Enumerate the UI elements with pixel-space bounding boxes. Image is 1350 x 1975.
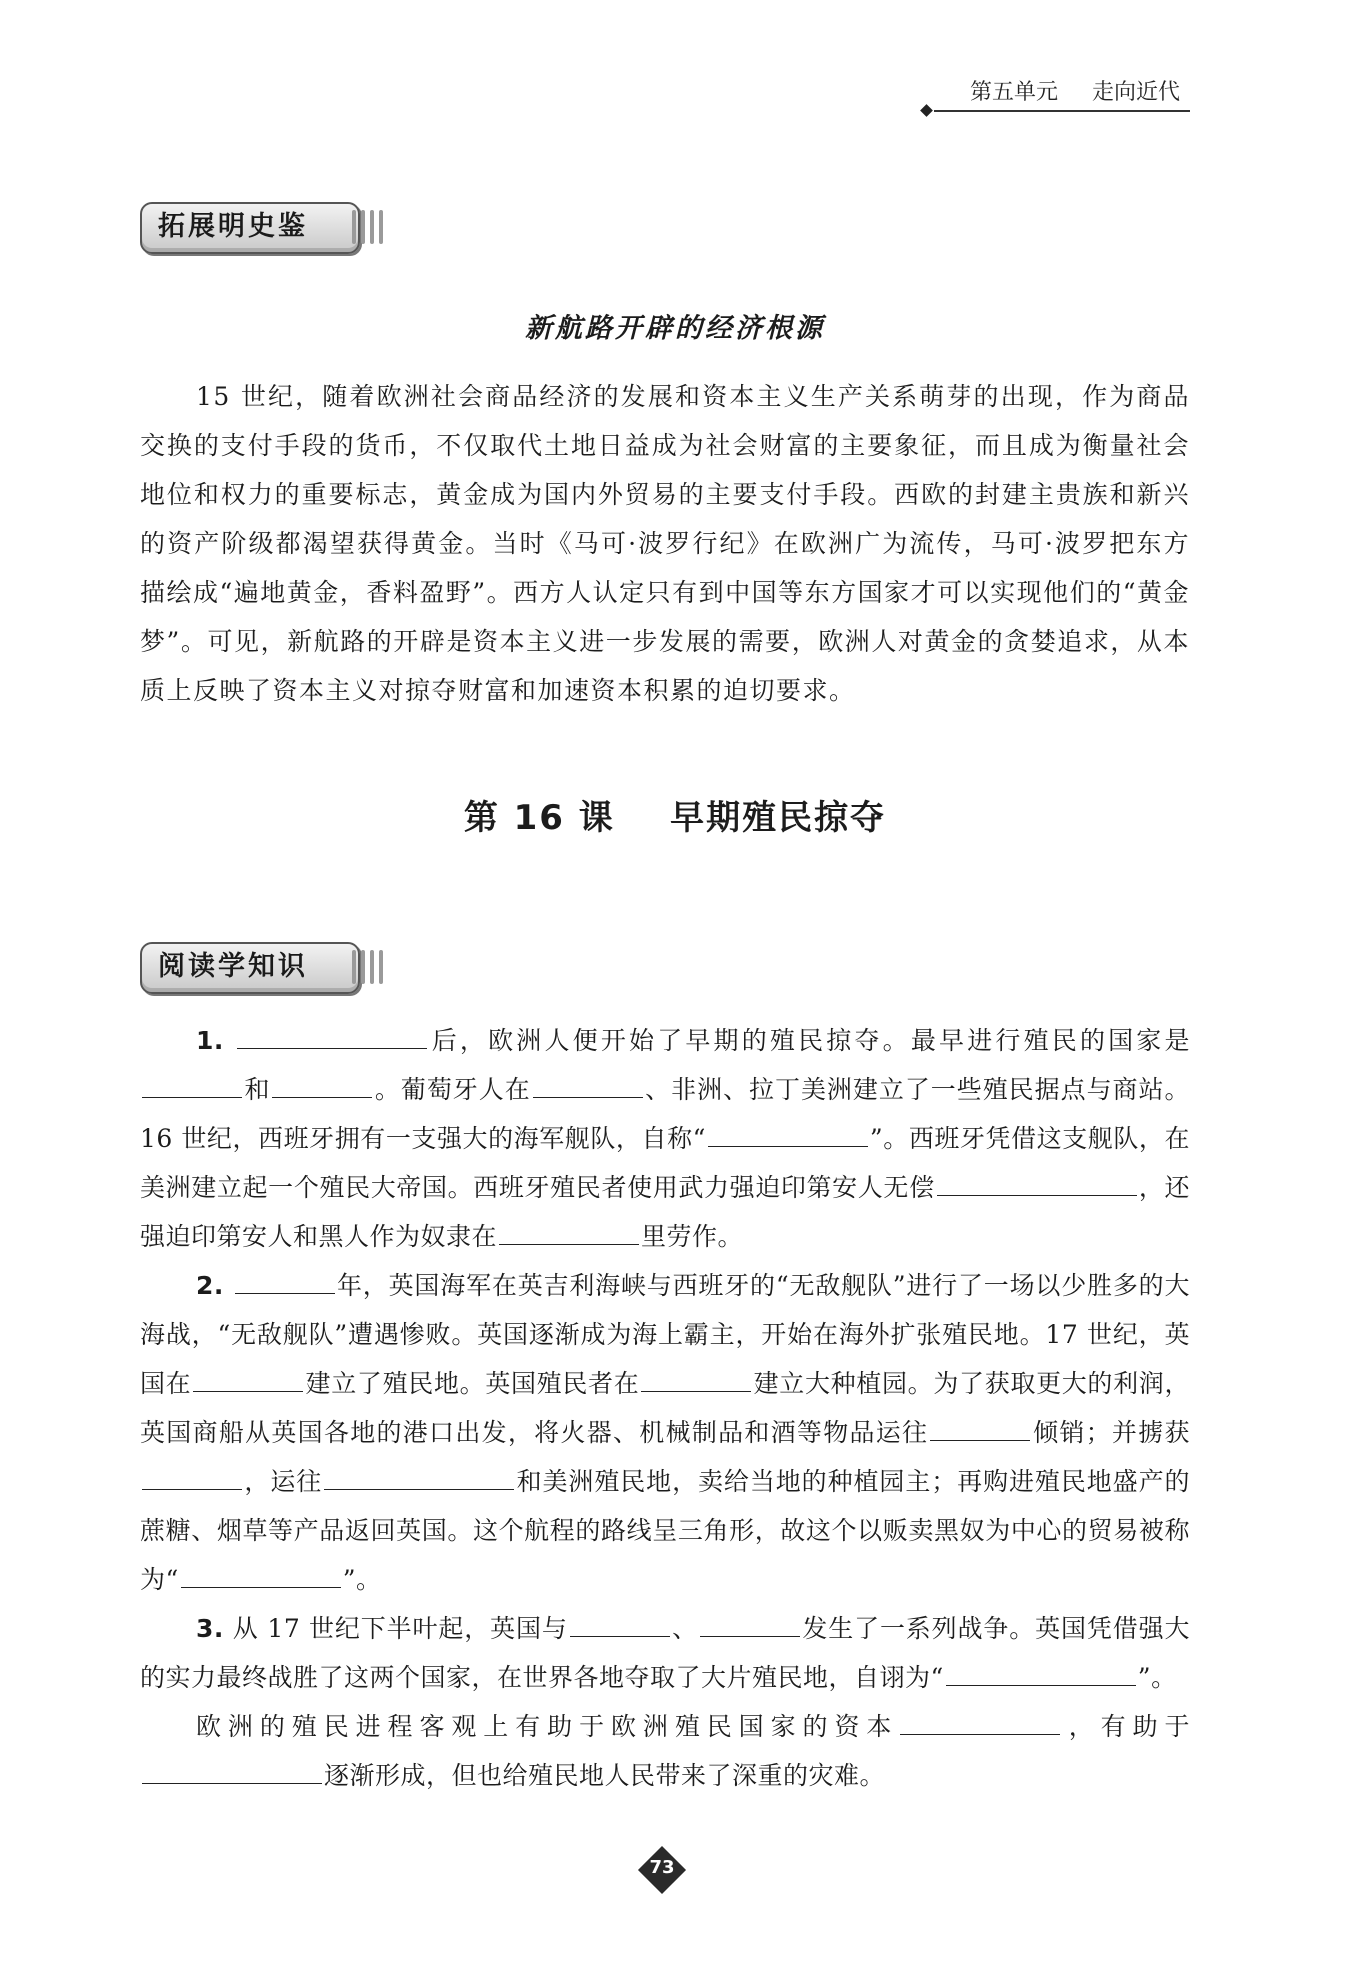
unit-title: 走向近代 (1092, 80, 1181, 105)
article-title: 新航路开辟的经济根源 (525, 313, 825, 344)
question-2 (140, 1261, 1190, 1604)
answer-blank[interactable] (142, 1759, 322, 1784)
lesson-name: 早期殖民掠夺 (670, 798, 887, 838)
question-text: 发生了一系列战争。英国凭借强大的实力最终战胜了这两个国家，在世界各地夺取了大片殖民地，自诩为“ (140, 1614, 1190, 1692)
summary-text: 逐渐形成，但也给殖民地人民带来了深重的灾难。 (324, 1761, 886, 1790)
question-text: ”。西班牙凭借这支舰队，在美洲建立起一个殖民大帝国。西班牙殖民者使用武力强迫印第安人无偿 (140, 1124, 1190, 1202)
article-paragraph: 15 世纪，随着欧洲社会商品经济的发展和资本主义生产关系萌芽的出现，作为商品交换的支付手段的货币，不仅取代土地日益成为社会财富的主要象征，而且成为衡量社会地位和权力的重要标志，黄金成为国内外贸易的主要支付手段。西欧的封建主贵族和新兴的资产阶级都渴望获得黄金。当时《马可·波罗行纪》在欧洲广为流传，马可·波罗把东方描绘成“遍地黄金，香料盈野”。西方人认定只有到中国等东方国家才可以实现他们的“黄金梦”。可见，新航路的开辟是资本主义进一步发展的需要，欧洲人对黄金的贪婪追求，从本质上反映了资本主义对掠夺财富和加速资本积累的迫切要求。 (140, 382, 1190, 705)
summary-paragraph (140, 1702, 1190, 1800)
header-rule (934, 110, 1190, 112)
answer-blank[interactable] (181, 1563, 341, 1588)
badge-label: 拓展明史鉴 (158, 211, 308, 242)
answer-blank[interactable] (900, 1710, 1060, 1735)
question-text: 倾销；并掳获 (1032, 1418, 1190, 1447)
question-list (140, 1016, 1190, 1800)
lesson-title (0, 790, 1350, 839)
answer-blank[interactable] (930, 1416, 1030, 1441)
answer-blank[interactable] (937, 1171, 1137, 1196)
badge-label: 阅读学知识 (158, 951, 308, 982)
article-body (140, 372, 1190, 715)
answer-blank[interactable] (641, 1367, 751, 1392)
question-1 (140, 1016, 1190, 1261)
answer-blank[interactable] (142, 1465, 242, 1490)
badge-stripes-icon (352, 950, 392, 984)
question-text: 后，欧洲人便开始了早期的殖民掠夺。最早进行殖民的国家是 (429, 1026, 1190, 1055)
reading-section-badge (140, 942, 360, 994)
summary-text: 欧洲的殖民进程客观上有助于欧洲殖民国家的资本 (196, 1712, 899, 1741)
answer-blank[interactable] (946, 1661, 1136, 1686)
question-text: 从 17 世纪下半叶起，英国与 (232, 1614, 568, 1643)
answer-blank[interactable] (499, 1220, 639, 1245)
answer-blank[interactable] (235, 1269, 335, 1294)
answer-blank[interactable] (700, 1612, 800, 1637)
question-text: 年，英国海军在英吉利海峡与西班牙的“无敌舰队”进行了一场以少胜多的大海战，“无敌舰队”遭遇惨败。英国逐渐成为海上霸主，开始在海外扩张殖民地。17 世纪，英国在 (140, 1271, 1190, 1398)
lesson-number: 第 16 课 (463, 798, 615, 838)
answer-blank[interactable] (142, 1073, 242, 1098)
page-number-text: 73 (649, 1857, 675, 1878)
question-number: 1. (196, 1026, 224, 1055)
answer-blank[interactable] (533, 1073, 643, 1098)
badge-stripes-icon (352, 210, 392, 244)
question-3 (140, 1604, 1190, 1702)
question-text: 。葡萄牙人在 (374, 1075, 531, 1104)
page-number (640, 1848, 686, 1894)
question-text: ”。 (342, 1565, 382, 1594)
answer-blank[interactable] (272, 1073, 372, 1098)
question-text: 里劳作。 (641, 1222, 744, 1251)
question-text: 建立了殖民地。英国殖民者在 (305, 1369, 640, 1398)
question-text: 和美洲殖民地，卖给当地的种植园主；再购进殖民地盛产的蔗糖、烟草等产品返回英国。这个航程的路线呈三角形，故这个以贩卖黑奴为中心的贸易被称为“ (140, 1467, 1190, 1594)
question-text: 、非洲、拉丁美洲建立了一些殖民据点与商站。16 世纪，西班牙拥有一支强大的海军舰队，自称“ (140, 1075, 1190, 1153)
question-text: ，运往 (244, 1467, 323, 1496)
answer-blank[interactable] (708, 1122, 868, 1147)
question-text: 和 (244, 1075, 271, 1104)
summary-text: ，有助于 (1062, 1712, 1190, 1741)
question-text: 建立大种植园。为了获取更大的利润，英国商船从英国各地的港口出发，将火器、机械制品和酒等物品运往 (140, 1369, 1190, 1447)
answer-blank[interactable] (570, 1612, 670, 1637)
answer-blank[interactable] (324, 1465, 514, 1490)
question-text: 、 (671, 1614, 698, 1643)
diamond-bullet-icon (920, 104, 933, 117)
unit-label: 第五单元 (970, 80, 1059, 105)
question-text: ”。 (1137, 1663, 1177, 1692)
answer-blank[interactable] (193, 1367, 303, 1392)
extension-section-badge (140, 202, 360, 254)
question-number: 3. (196, 1614, 224, 1643)
running-header (922, 80, 1192, 120)
question-number: 2. (196, 1271, 224, 1300)
question-text: ，还强迫印第安人和黑人作为奴隶在 (140, 1173, 1190, 1251)
answer-blank[interactable] (237, 1024, 427, 1049)
